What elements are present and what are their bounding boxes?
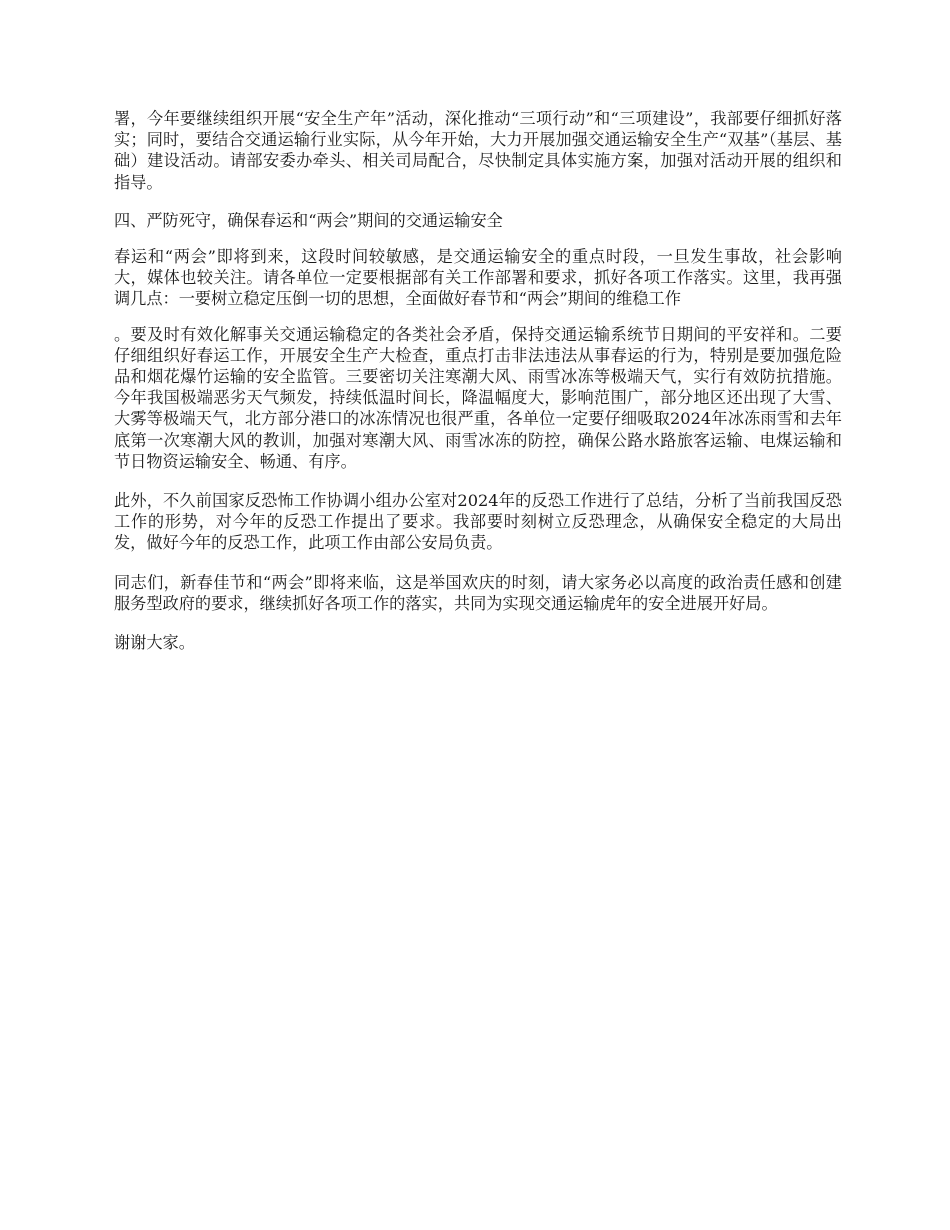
paragraph-thanks: 谢谢大家。 [114, 633, 195, 653]
paragraph-closing-remarks: 同志们，新春佳节和“两会”即将来临，这是举国欢庆的时刻，请大家务必以高度的政治责任感和创建服务型政府的要求，继续抓好各项工作的落实，共同为实现交通运输虎年的安全进展开好局。 [114, 572, 842, 613]
document-body [114, 108, 842, 671]
paragraph-safety-production: 署，今年要继续组织开展“安全生产年”活动，深化推动“三项行动”和“三项建设”，我部要仔细抓好落实；同时，要结合交通运输行业实际，从今年开始，大力开展加强交通运输安全生产“双基”（基层、基础）建设活动。请部安委办牵头、相关司局配合，尽快制定具体实施方案，加强对活动开展的组织和指导。 [114, 109, 842, 192]
paragraph-spring-transport: 春运和“两会”即将到来，这段时间较敏感，是交通运输安全的重点时段，一旦发生事故，社会影响大，媒体也较关注。请各单位一定要根据部有关工作部署和要求，抓好各项工作落实。这里，我再强调几点：一要树立稳定压倒一切的思想，全面做好春节和“两会”期间的维稳工作 [114, 247, 842, 309]
paragraph-stability-measures: 。要及时有效化解事关交通运输稳定的各类社会矛盾，保持交通运输系统节日期间的平安祥和。二要仔细组织好春运工作，开展安全生产大检查，重点打击非法违法从事春运的行为，特别是要加强危险品和烟花爆竹运输的安全监管。三要密切关注寒潮大风、雨雪冰冻等极端天气，实行有效防抗措施。今年我国极端恶劣天气频发，持续低温时间长，降温幅度大，影响范围广，部分地区还出现了大雪、大雾等极端天气，北方部分港口的冰冻情况也很严重，各单位一定要仔细吸取2024年冰冻雨雪和去年底第一次寒潮大风的教训，加强对寒潮大风、雨雪冰冻的防控，确保公路水路旅客运输、电煤运输和节日物资运输安全、畅通、有序。 [114, 324, 842, 471]
paragraph-anti-terrorism: 此外，不久前国家反恐怖工作协调小组办公室对2024年的反恐工作进行了总结，分析了当前我国反恐工作的形势，对今年的反恐工作提出了要求。我部要时刻树立反恐理念，从确保安全稳定的大局出发，做好今年的反恐工作，此项工作由部公安局负责。 [114, 491, 842, 553]
section-heading-four: 四、严防死守，确保春运和“两会”期间的交通运输安全 [114, 210, 503, 230]
